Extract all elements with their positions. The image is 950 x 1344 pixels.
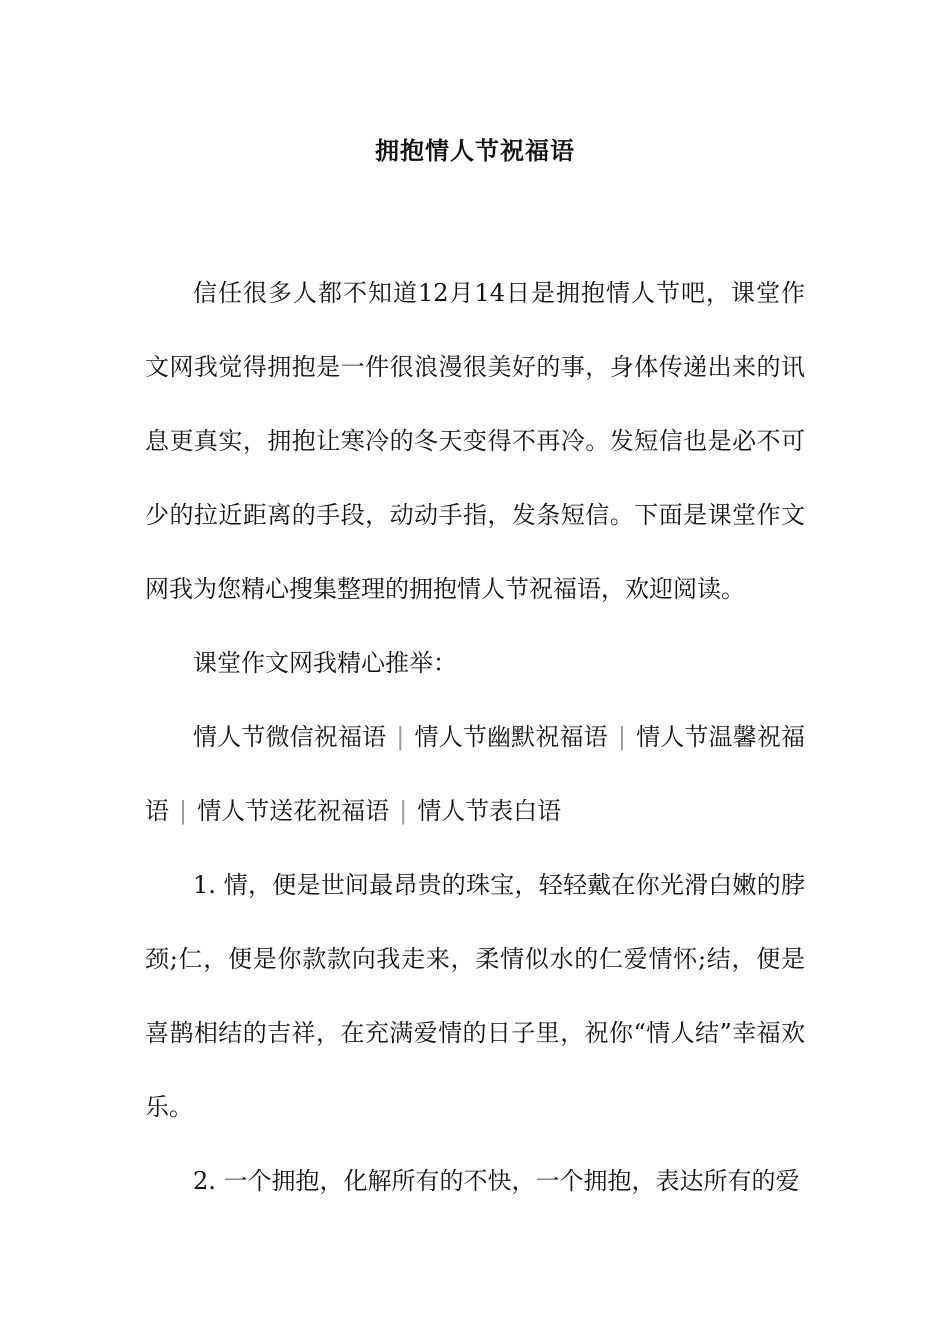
link-separator: | (396, 723, 405, 751)
document-body (145, 256, 805, 1218)
greeting-item-1: 1. 情，便是世间最昂贵的珠宝，轻轻戴在你光滑白嫩的脖颈;仁，便是你款款向我走来，柔情似水的仁爱情怀;结，便是喜鹊相结的吉祥，在充满爱情的日子里，祝你“情人结”幸福欢乐。 (145, 871, 805, 1121)
greeting-item-2: 2. 一个拥抱，化解所有的不快，一个拥抱，表达所有的爱 (193, 1167, 800, 1195)
link-wechat-greetings[interactable]: 情人节微信祝福语 (193, 723, 387, 751)
intro-paragraph: 信任很多人都不知道12月14日是拥抱情人节吧，课堂作文网我觉得拥抱是一件很浪漫很美好的事，身体传递出来的讯息更真实，拥抱让寒冷的冬天变得不再冷。发短信也是必不可少的拉近距离的手段，动动手指，发条短信。下面是课堂作文网我为您精心搜集整理的拥抱情人节祝福语，欢迎阅读。 (145, 279, 805, 603)
related-links (145, 700, 805, 848)
link-warm-greetings[interactable]: 情人节温馨祝福语 (145, 723, 806, 825)
link-flower-greetings[interactable]: 情人节送花祝福语 (197, 797, 390, 825)
document-title: 拥抱情人节祝福语 (375, 136, 575, 165)
link-confession[interactable]: 情人节表白语 (417, 797, 562, 825)
recommend-label: 课堂作文网我精心推举： (193, 649, 457, 677)
link-separator: | (399, 797, 408, 825)
link-humor-greetings[interactable]: 情人节幽默祝福语 (414, 723, 608, 751)
link-separator: | (179, 797, 188, 825)
link-separator: | (617, 723, 626, 751)
